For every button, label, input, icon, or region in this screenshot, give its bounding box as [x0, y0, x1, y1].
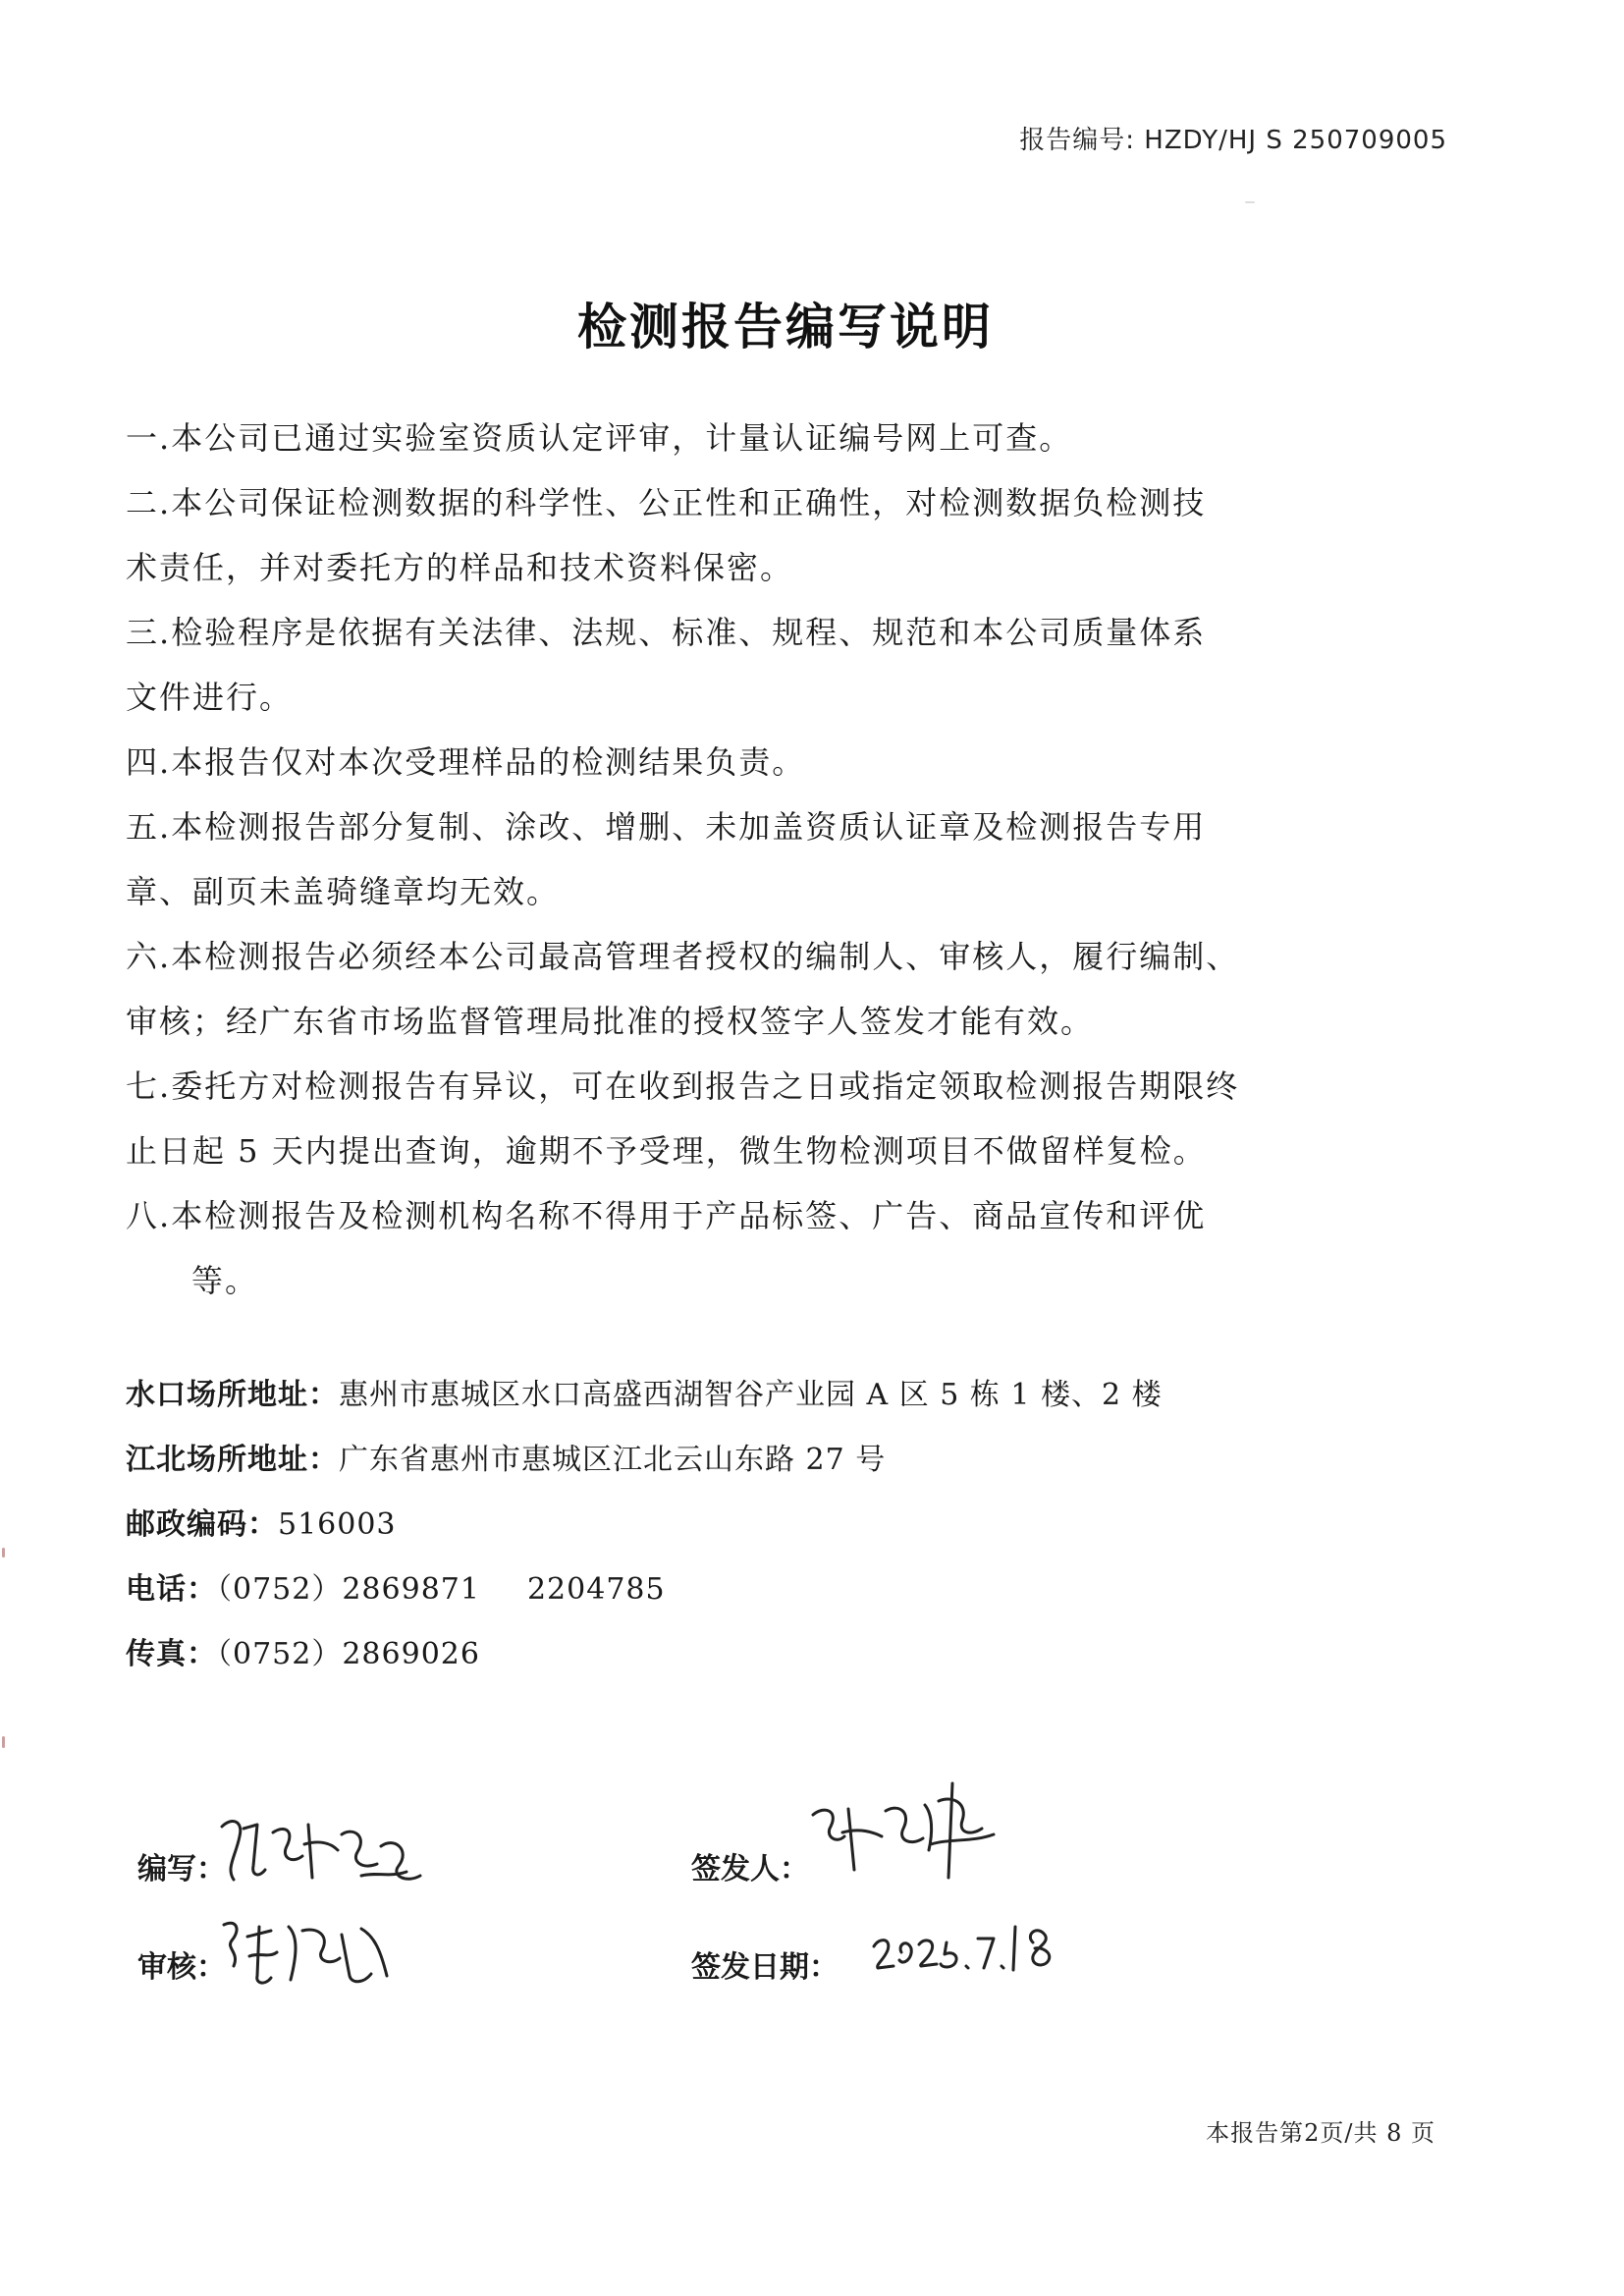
clause-number: 八.: [126, 1197, 172, 1234]
report-number-value: HZDY/HJ S 250709005: [1144, 126, 1447, 155]
clause-text-continued: 术责任，并对委托方的样品和技术资料保密。: [126, 549, 794, 586]
clause-1: [126, 406, 1255, 470]
fax-label: 传真：: [126, 1637, 217, 1671]
report-number: [1019, 120, 1447, 156]
page-footer: 本报告第2页/共 8 页: [1206, 2119, 1435, 2147]
scan-speck: [1245, 201, 1255, 203]
phone-value-2: 2204785: [526, 1572, 666, 1607]
shuikou-address-label: 水口场所地址：: [126, 1378, 339, 1412]
phone-label: 电话：: [126, 1572, 217, 1607]
clause-number: 六.: [126, 938, 172, 975]
compiler-label: 编写：: [137, 1852, 226, 1886]
clause-7: [126, 1054, 1255, 1183]
contact-info: [126, 1363, 1304, 1687]
clause-text: 本公司已通过实验室资质认定评审，计量认证编号网上可查。: [171, 419, 1073, 457]
issuer-signature: [805, 1776, 1001, 1884]
scan-speck: [2, 1548, 5, 1558]
clause-number: 七.: [126, 1067, 172, 1105]
clause-text-continued: 审核；经广东省市场监督管理局批准的授权签字人签发才能有效。: [126, 1003, 1095, 1040]
jiangbei-address-value: 广东省惠州市惠城区江北云山东路 27 号: [339, 1443, 887, 1477]
clause-8: [126, 1183, 1255, 1313]
reviewer-label: 审核：: [137, 1950, 226, 1985]
clause-number: 五.: [126, 808, 172, 846]
clause-text: 检验程序是依据有关法律、法规、标准、规程、规范和本公司质量体系: [171, 614, 1207, 651]
jiangbei-address-label: 江北场所地址：: [126, 1443, 339, 1477]
reviewer-signature: [214, 1907, 401, 1995]
postcode-value: 516003: [278, 1507, 397, 1542]
clause-number: 三.: [126, 614, 172, 651]
clause-list: [126, 406, 1255, 1313]
shuikou-address-row: [126, 1363, 1304, 1428]
clause-number: 二.: [126, 484, 172, 521]
clause-6: [126, 924, 1255, 1054]
clause-text: 本检测报告部分复制、涂改、增删、未加盖资质认证章及检测报告专用: [171, 808, 1207, 846]
fax-row: [126, 1622, 1304, 1687]
clause-text-continued: 章、副页未盖骑缝章均无效。: [126, 873, 561, 910]
issuer-label: 签发人：: [691, 1852, 809, 1886]
phone-row: [126, 1558, 1304, 1622]
clause-text: 本检测报告必须经本公司最高管理者授权的编制人、审核人，履行编制、: [171, 938, 1240, 975]
clause-4: [126, 730, 1255, 794]
postcode-label: 邮政编码：: [126, 1507, 278, 1542]
clause-text: 本公司保证检测数据的科学性、公正性和正确性，对检测数据负检测技: [171, 484, 1207, 521]
issue-date-handwritten: [868, 1905, 1064, 1984]
phone-value-1: （0752）2869871: [217, 1572, 480, 1607]
compiler-signature: [214, 1807, 430, 1895]
clause-number: 四.: [126, 743, 172, 781]
clause-number: 一.: [126, 419, 172, 457]
report-number-label: 报告编号:: [1019, 126, 1135, 155]
clause-text-continued: 止日起 5 天内提出查询，逾期不予受理，微生物检测项目不做留样复检。: [126, 1132, 1207, 1170]
clause-text: 本检测报告及检测机构名称不得用于产品标签、广告、商品宣传和评优: [171, 1197, 1207, 1234]
clause-text: 本报告仅对本次受理样品的检测结果负责。: [171, 743, 806, 781]
page-title: 检测报告编写说明: [577, 299, 994, 355]
clause-text-continued: 文件进行。: [126, 679, 294, 716]
clause-text: 委托方对检测报告有异议，可在收到报告之日或指定领取检测报告期限终: [171, 1067, 1240, 1105]
issue-date-label: 签发日期：: [691, 1950, 839, 1985]
clause-2: [126, 470, 1255, 600]
clause-3: [126, 600, 1255, 730]
clause-text-continued: 等。: [191, 1262, 259, 1299]
postcode-row: [126, 1493, 1304, 1558]
scan-speck: [2, 1736, 5, 1748]
fax-value: （0752）2869026: [217, 1637, 480, 1671]
clause-5: [126, 794, 1255, 924]
jiangbei-address-row: [126, 1428, 1304, 1493]
shuikou-address-value: 惠州市惠城区水口高盛西湖智谷产业园 A 区 5 栋 1 楼、2 楼: [339, 1378, 1163, 1412]
